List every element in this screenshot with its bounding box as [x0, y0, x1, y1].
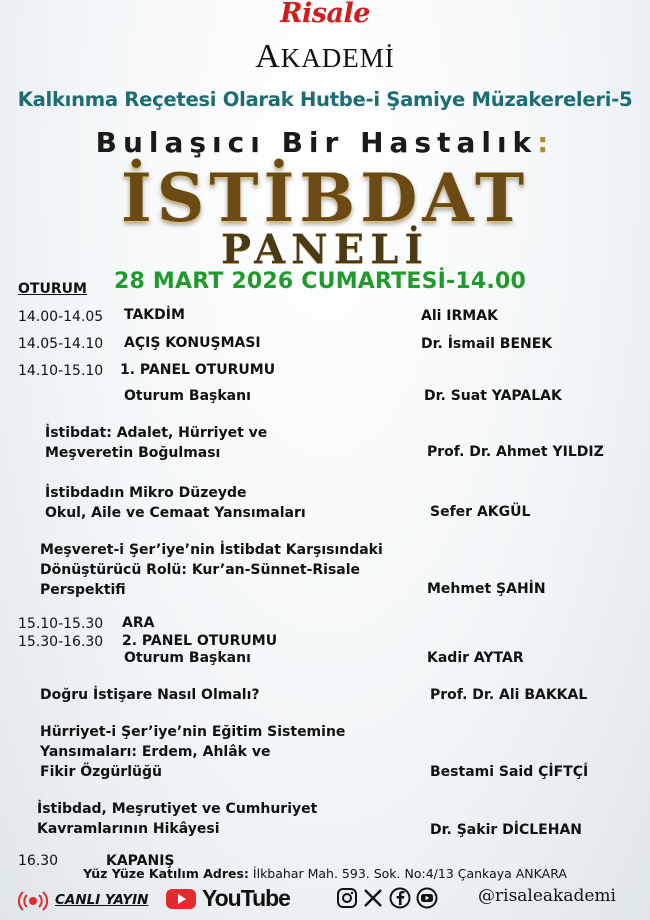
- talk-5-line2: Yansımaları: Erdem, Ahlâk ve: [40, 744, 271, 760]
- talk-3-line1: Meşveret-i Şer’iye’nin İstibdat Karşısındaki: [40, 542, 383, 558]
- social-handle[interactable]: @risaleakademi: [478, 886, 616, 906]
- address-text: İlkbahar Mah. 593. Sok. No:4/13 Çankaya ANKARA: [248, 866, 567, 881]
- x-icon[interactable]: [362, 887, 384, 909]
- speaker-talk-2: Sefer AKGÜL: [430, 504, 531, 520]
- address-label: Yüz Yüze Katılım Adres:: [83, 866, 249, 881]
- speaker-1: Ali IRMAK: [421, 308, 498, 324]
- speaker-chair-2: Kadir AYTAR: [427, 650, 524, 666]
- talk-5-line3: Fikir Özgürlüğü: [40, 764, 162, 780]
- youtube-logo-icon: [166, 888, 196, 910]
- talk-1-line1: İstibdat: Adalet, Hürriyet ve: [45, 425, 268, 441]
- time-1: 14.00-14.05: [18, 309, 104, 325]
- speaker-talk-1: Prof. Dr. Ahmet YILDIZ: [427, 444, 604, 460]
- item-closing: KAPANIŞ: [106, 853, 175, 869]
- youtube-social-icon[interactable]: [416, 887, 438, 909]
- speaker-talk-6: Dr. Şakir DİCLEHAN: [430, 822, 582, 838]
- live-link[interactable]: CANLI YAYIN: [55, 892, 149, 908]
- logo-akademi: [0, 38, 650, 77]
- speaker-chair-1: Dr. Suat YAPALAK: [424, 388, 562, 404]
- instagram-icon[interactable]: [336, 887, 358, 909]
- time-closing: 16.30: [18, 853, 59, 869]
- logo-akademi-initial: A: [255, 38, 281, 75]
- talk-6-line2: Kavramlarının Hikâyesi: [37, 821, 220, 837]
- item-ara: ARA: [122, 615, 155, 631]
- time-ara: 15.10-15.30: [18, 616, 104, 632]
- logo-risale: Risale: [280, 0, 370, 29]
- subtitle-text: Bulaşıcı Bir Hastalık: [95, 126, 538, 159]
- time-3: 14.10-15.10: [18, 363, 104, 379]
- item-chair-2: Oturum Başkanı: [124, 650, 251, 666]
- speaker-talk-4: Prof. Dr. Ali BAKKAL: [430, 687, 588, 703]
- talk-2-line1: İstibdadın Mikro Düzeyde: [45, 485, 247, 501]
- panel-title: PANELİ: [220, 226, 430, 273]
- speaker-talk-5: Bestami Said ÇİFTÇİ: [430, 764, 589, 780]
- item-panel-2: 2. PANEL OTURUMU: [122, 633, 278, 649]
- subtitle-colon: :: [537, 126, 555, 159]
- item-takdim: TAKDİM: [124, 307, 185, 323]
- youtube-link[interactable]: YouTube: [202, 885, 290, 911]
- talk-5-line1: Hürriyet-i Şer’iye’nin Eğitim Sistemine: [40, 724, 346, 740]
- speaker-talk-3: Mehmet ŞAHİN: [427, 581, 546, 597]
- live-broadcast-icon: [18, 891, 48, 911]
- time-2: 14.05-14.10: [18, 336, 104, 352]
- event-date: 28 MART 2026 CUMARTESİ-14.00: [114, 269, 526, 294]
- oturum-label: OTURUM: [18, 281, 87, 297]
- talk-2-line2: Okul, Aile ve Cemaat Yansımaları: [45, 505, 306, 521]
- main-title: İSTİBDAT: [120, 159, 530, 237]
- speaker-2: Dr. İsmail BENEK: [421, 336, 553, 352]
- facebook-icon[interactable]: [389, 887, 411, 909]
- logo-akademi-rest: KADEMİ: [280, 43, 395, 73]
- series-title: Kalkınma Reçetesi Olarak Hutbe-i Şamiye Müzakereleri-5: [17, 88, 633, 111]
- talk-3-line3: Perspektifi: [40, 582, 126, 598]
- talk-4-line1: Doğru İstişare Nasıl Olmalı?: [40, 687, 260, 703]
- time-panel-2: 15.30-16.30: [18, 634, 104, 650]
- talk-3-line2: Dönüştürücü Rolü: Kur’an-Sünnet-Risale: [40, 562, 361, 578]
- item-acis: AÇIŞ KONUŞMASI: [124, 335, 261, 351]
- subtitle: [0, 126, 650, 159]
- item-panel-1: 1. PANEL OTURUMU: [120, 362, 276, 378]
- talk-1-line2: Meşveretin Boğulması: [45, 445, 221, 461]
- talk-6-line1: İstibdad, Meşrutiyet ve Cumhuriyet: [37, 801, 318, 817]
- item-chair-1: Oturum Başkanı: [124, 388, 251, 404]
- address: [0, 866, 650, 881]
